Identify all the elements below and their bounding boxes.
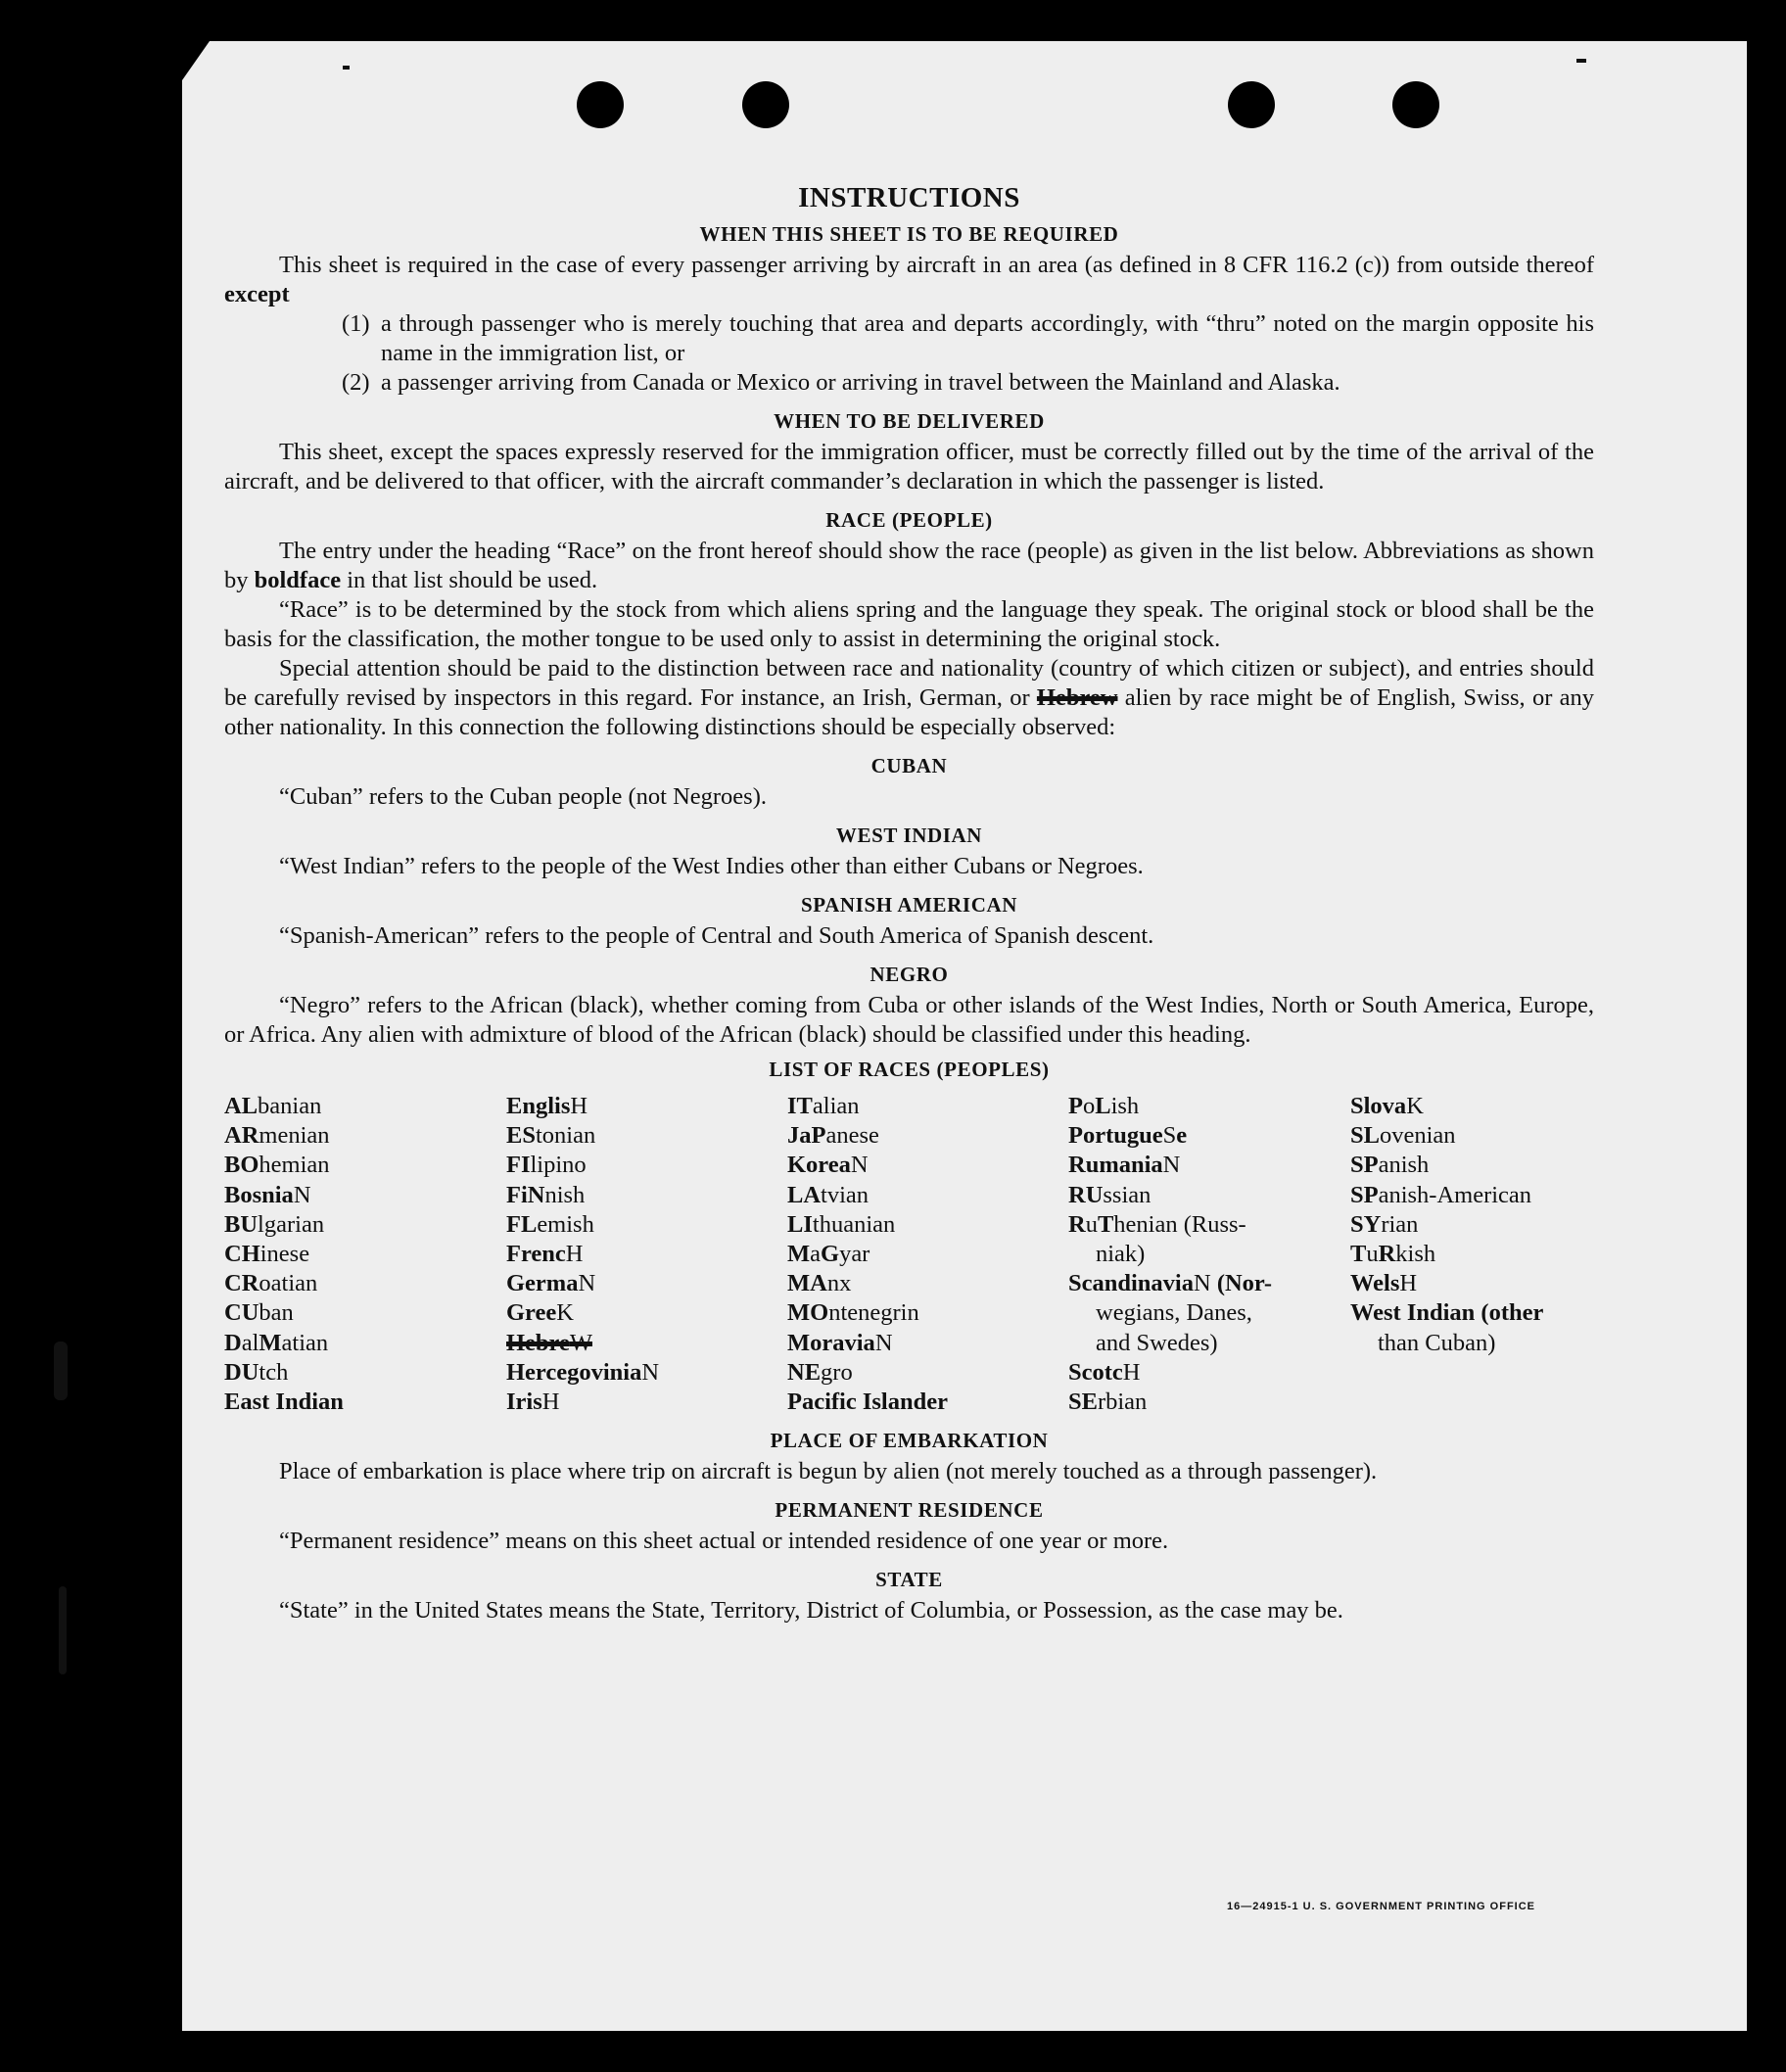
- race-entry: EnglisH: [506, 1093, 588, 1119]
- race-entry: EStonian: [506, 1122, 596, 1150]
- section-heading-negro: NEGRO: [870, 963, 949, 986]
- race-entry: DalMatian: [224, 1329, 329, 1356]
- race-entry: FIlipino: [506, 1152, 587, 1179]
- page-title: INSTRUCTIONS: [798, 182, 1020, 213]
- race-entry: JaPanese: [787, 1122, 879, 1150]
- race-entry: and Swedes): [1096, 1329, 1218, 1356]
- race-entry: TuRkish: [1350, 1241, 1436, 1268]
- race-entry: LIthuanian: [787, 1210, 896, 1238]
- race-entry: RuThenian (Russ-: [1068, 1210, 1246, 1238]
- race-entry: DUtch: [224, 1358, 289, 1386]
- instructions-content: [224, 182, 1594, 1625]
- race-entry: ITalian: [787, 1093, 860, 1119]
- races-column: [1068, 1092, 1350, 1417]
- race-entry: BosniaN: [224, 1181, 311, 1208]
- exception-item-2: (2) a passenger arriving from Canada or Mexico or arriving in travel between the Mainland and Alaska.: [342, 369, 1340, 396]
- delivered-text: This sheet, except the spaces expressly reserved for the immigration officer, must be correctly filled out by the time of the arrival of the aircraft, and be delivered to that officer, with the aircraft commander’s declaration in which the passenger is listed.: [224, 439, 1594, 494]
- section-heading-west-indian: WEST INDIAN: [835, 824, 983, 847]
- race-entry: RumaniaN: [1068, 1152, 1181, 1179]
- race-entry: ScandinaviaN (Nor-: [1068, 1270, 1273, 1297]
- exception-item-1: (1) a through passenger who is merely touching that area and departs accordingly, with “thru” noted on the margin opposite his name in the immigration list, or: [342, 310, 1594, 366]
- race-entry: CRoatian: [224, 1270, 318, 1297]
- section-heading-spanish-american: SPANISH AMERICAN: [801, 893, 1017, 917]
- race-entry: SPanish-American: [1350, 1181, 1532, 1208]
- negro-text: “Negro” refers to the African (black), whether coming from Cuba or other islands of the West Indies, North or South America, Europe, or Africa. Any alien with admixture of blood of the African (black) should be classified under this heading.: [224, 992, 1594, 1048]
- race-entry: GermaN: [506, 1270, 596, 1297]
- race-entry: SYrian: [1350, 1210, 1419, 1238]
- cuban-text: “Cuban” refers to the Cuban people (not Negroes).: [279, 783, 767, 810]
- race-entry: MOntenegrin: [787, 1299, 919, 1327]
- race-entry: CHinese: [224, 1241, 310, 1268]
- race-entry: WelsH: [1350, 1270, 1418, 1297]
- race-entry: than Cuban): [1378, 1329, 1496, 1356]
- race-paragraph-3: Special attention should be paid to the distinction between race and nationality (country of which citizen or subject), and entries should be carefully revised by inspectors in this regard. For instance, an Irish, German, or Hebrew alien by race might be of English, Swiss, or any other nationality. In this connection the following distinctions should be especially observed:: [224, 655, 1595, 740]
- race-entry: PoLish: [1068, 1093, 1140, 1119]
- punch-hole: [1228, 81, 1275, 128]
- race-entry: KoreaN: [787, 1152, 869, 1179]
- state-text: “State” in the United States means the State, Territory, District of Columbia, or Possession, as the case may be.: [279, 1597, 1343, 1625]
- race-entry: RUssian: [1068, 1181, 1152, 1208]
- section-heading-race: RACE (PEOPLE): [825, 508, 993, 532]
- race-entry: CUban: [224, 1299, 294, 1327]
- race-entry: wegians, Danes,: [1096, 1299, 1252, 1327]
- race-entry: ALbanian: [224, 1093, 322, 1119]
- west-indian-text: “West Indian” refers to the people of the West Indies other than either Cubans or Negroes.: [279, 853, 1144, 879]
- race-entry: ARmenian: [224, 1122, 330, 1150]
- race-entry: FiNnish: [506, 1181, 586, 1208]
- section-heading-residence: PERMANENT RESIDENCE: [775, 1498, 1044, 1523]
- residence-text: “Permanent residence” means on this sheet actual or intended residence of one year or more.: [279, 1528, 1169, 1555]
- races-column: [506, 1092, 787, 1417]
- race-entry: HebreW: [506, 1329, 592, 1356]
- races-column: [787, 1092, 1068, 1417]
- printing-office-code: 16—24915-1 U. S. GOVERNMENT PRINTING OFFICE: [1227, 1901, 1536, 1912]
- race-entry: SlovaK: [1350, 1093, 1424, 1119]
- scan-artifact: [59, 1586, 67, 1674]
- race-entry: SPanish: [1350, 1152, 1430, 1179]
- race-entry: FrencH: [506, 1241, 584, 1268]
- spanish-american-text: “Spanish-American” refers to the people of Central and South America of Spanish descent.: [279, 922, 1154, 949]
- scan-artifact: [54, 1342, 68, 1400]
- race-entry: LAtvian: [787, 1181, 870, 1208]
- embarkation-text: Place of embarkation is place where trip on aircraft is begun by alien (not merely touched as a through passenger).: [279, 1458, 1378, 1485]
- race-entry: SLovenian: [1350, 1122, 1456, 1150]
- races-column: [224, 1092, 506, 1417]
- race-entry: MAnx: [787, 1270, 852, 1297]
- race-entry: NEgro: [787, 1358, 853, 1386]
- race-entry: Pacific Islander: [787, 1389, 948, 1416]
- race-entry: MaGyar: [787, 1241, 870, 1268]
- race-entry: GreeK: [506, 1299, 574, 1327]
- race-entry: PortugueSe: [1068, 1122, 1188, 1150]
- section-heading-list: LIST OF RACES (PEOPLES): [769, 1058, 1050, 1081]
- race-entry: HercegoviniaN: [506, 1358, 660, 1386]
- race-entry: ScotcH: [1068, 1358, 1141, 1386]
- race-paragraph-1: The entry under the heading “Race” on the front hereof should show the race (people) as given in the list below. Abbreviations as shown by boldface in that list should be used.: [224, 538, 1594, 593]
- punch-hole: [577, 81, 624, 128]
- race-entry: BUlgarian: [224, 1210, 325, 1238]
- races-column: [1350, 1092, 1594, 1417]
- race-entry: FLemish: [506, 1210, 594, 1238]
- race-entry: niak): [1096, 1241, 1146, 1268]
- punch-hole: [742, 81, 789, 128]
- race-entry: East Indian: [224, 1389, 344, 1416]
- section-heading-state: STATE: [875, 1568, 943, 1592]
- races-list: [224, 1092, 1594, 1417]
- speck: [343, 66, 350, 70]
- race-entry: MoraviaN: [787, 1329, 893, 1356]
- section-heading-cuban: CUBAN: [870, 754, 948, 777]
- struck-word: Hebrew: [1036, 684, 1118, 711]
- section-heading-delivered: WHEN TO BE DELIVERED: [774, 409, 1045, 433]
- speck: [1576, 59, 1586, 63]
- race-entry: West Indian (other: [1350, 1299, 1544, 1327]
- punch-hole: [1392, 81, 1439, 128]
- race-entry: SErbian: [1068, 1389, 1148, 1416]
- section-heading-required: WHEN THIS SHEET IS TO BE REQUIRED: [699, 222, 1119, 246]
- race-entry: BOhemian: [224, 1152, 330, 1179]
- section-heading-embarkation: PLACE OF EMBARKATION: [770, 1429, 1049, 1453]
- required-intro: This sheet is required in the case of every passenger arriving by aircraft in an area (as defined in 8 CFR 116.2 (c)) from outside thereof except: [224, 252, 1594, 307]
- race-paragraph-2: “Race” is to be determined by the stock from which aliens spring and the language they speak. The original stock or blood shall be the basis for the classification, the mother tongue to be used only to assist in determining the original stock.: [224, 596, 1594, 652]
- race-entry: IrisH: [506, 1389, 560, 1416]
